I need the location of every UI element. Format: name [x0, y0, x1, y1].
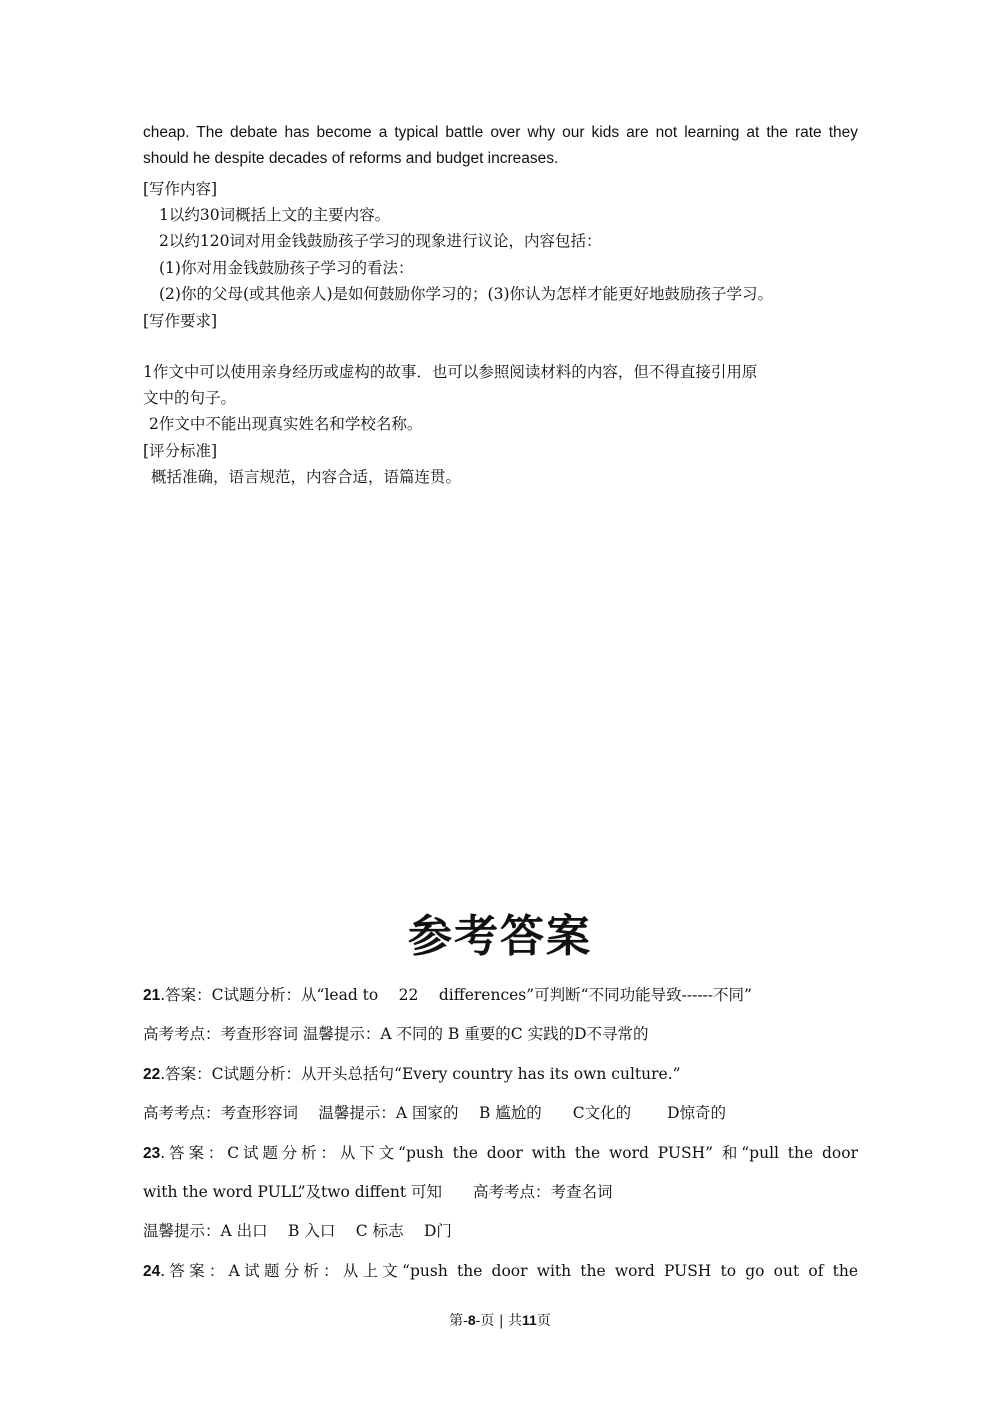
footer-middle: -页 | 共	[475, 1313, 523, 1329]
requirement-1-line-1: 1作文中可以使用亲身经历或虚构的故事．也可以参照阅读材料的内容，但不得直接引用原	[143, 363, 758, 381]
writing-content-item-2a: (1)你对用金钱鼓励孩子学习的看法：	[159, 259, 414, 277]
writing-requirements-header: [写作要求]	[143, 312, 218, 330]
footer-suffix: 页	[536, 1313, 551, 1329]
footer-prefix: 第-	[449, 1313, 468, 1329]
passage-line-2: should he despite decades of reforms and budget increases.	[143, 150, 559, 167]
requirement-2: 2作文中不能出现真实姓名和学校名称。	[149, 415, 423, 433]
answer-21-line-1	[143, 983, 752, 1005]
answer-24-line-1	[143, 1259, 858, 1281]
answer-23-number: 23	[143, 1145, 161, 1162]
answer-23-line-1	[143, 1141, 858, 1163]
answer-21-text: .答案：C试题分析：从“lead to 22 differences”可判断“不同功能导致------不同”	[160, 986, 752, 1004]
answer-22-text: .答案：C试题分析：从开头总括句“Every country has its own culture.”	[160, 1065, 681, 1083]
passage-line-1: cheap. The debate has become a typical battle over why our kids are not learning at the rate they	[143, 124, 858, 141]
answer-22-number: 22	[143, 1066, 161, 1083]
footer-total-pages: 11	[522, 1312, 537, 1328]
page-footer	[0, 1310, 1000, 1330]
answer-23-line-2: with the word PULL”及two diffent 可知 高考考点：考查名词	[143, 1183, 613, 1201]
requirement-1-line-2: 文中的句子。	[143, 389, 237, 407]
writing-content-item-2b: (2)你的父母(或其他亲人)是如何鼓励你学习的；(3)你认为怎样才能更好地鼓励孩子学习。	[159, 285, 774, 303]
writing-content-item-1: 1以约30词概括上文的主要内容。	[159, 206, 391, 224]
answer-24-text: .答案：A试题分析：从上文“push the door with the word PUSH to go out of the	[160, 1262, 858, 1280]
answer-22-line-2: 高考考点：考查形容词 温馨提示：A 国家的 B 尴尬的 C文化的 D惊奇的	[143, 1104, 727, 1122]
footer-page-number: 8	[467, 1312, 476, 1328]
answer-23-line-3: 温馨提示：A 出口 B 入口 C 标志 D门	[143, 1222, 452, 1240]
answer-24-number: 24	[143, 1263, 161, 1280]
writing-content-header: [写作内容]	[143, 180, 218, 198]
scoring-text: 概括准确，语言规范，内容合适，语篇连贯。	[151, 468, 462, 486]
answer-23-text: .答案：C试题分析：从下文“push the door with the word PUSH” 和“pull the door	[160, 1144, 858, 1162]
answers-title: 参考答案	[408, 911, 592, 962]
writing-content-item-2: 2以约120词对用金钱鼓励孩子学习的现象进行议论，内容包括：	[159, 232, 602, 250]
answer-21-line-2: 高考考点：考查形容词 温馨提示：A 不同的 B 重要的C 实践的D不寻常的	[143, 1025, 649, 1043]
answer-22-line-1	[143, 1062, 681, 1084]
scoring-header: [评分标准]	[143, 442, 218, 460]
answer-21-number: 21	[143, 987, 161, 1004]
